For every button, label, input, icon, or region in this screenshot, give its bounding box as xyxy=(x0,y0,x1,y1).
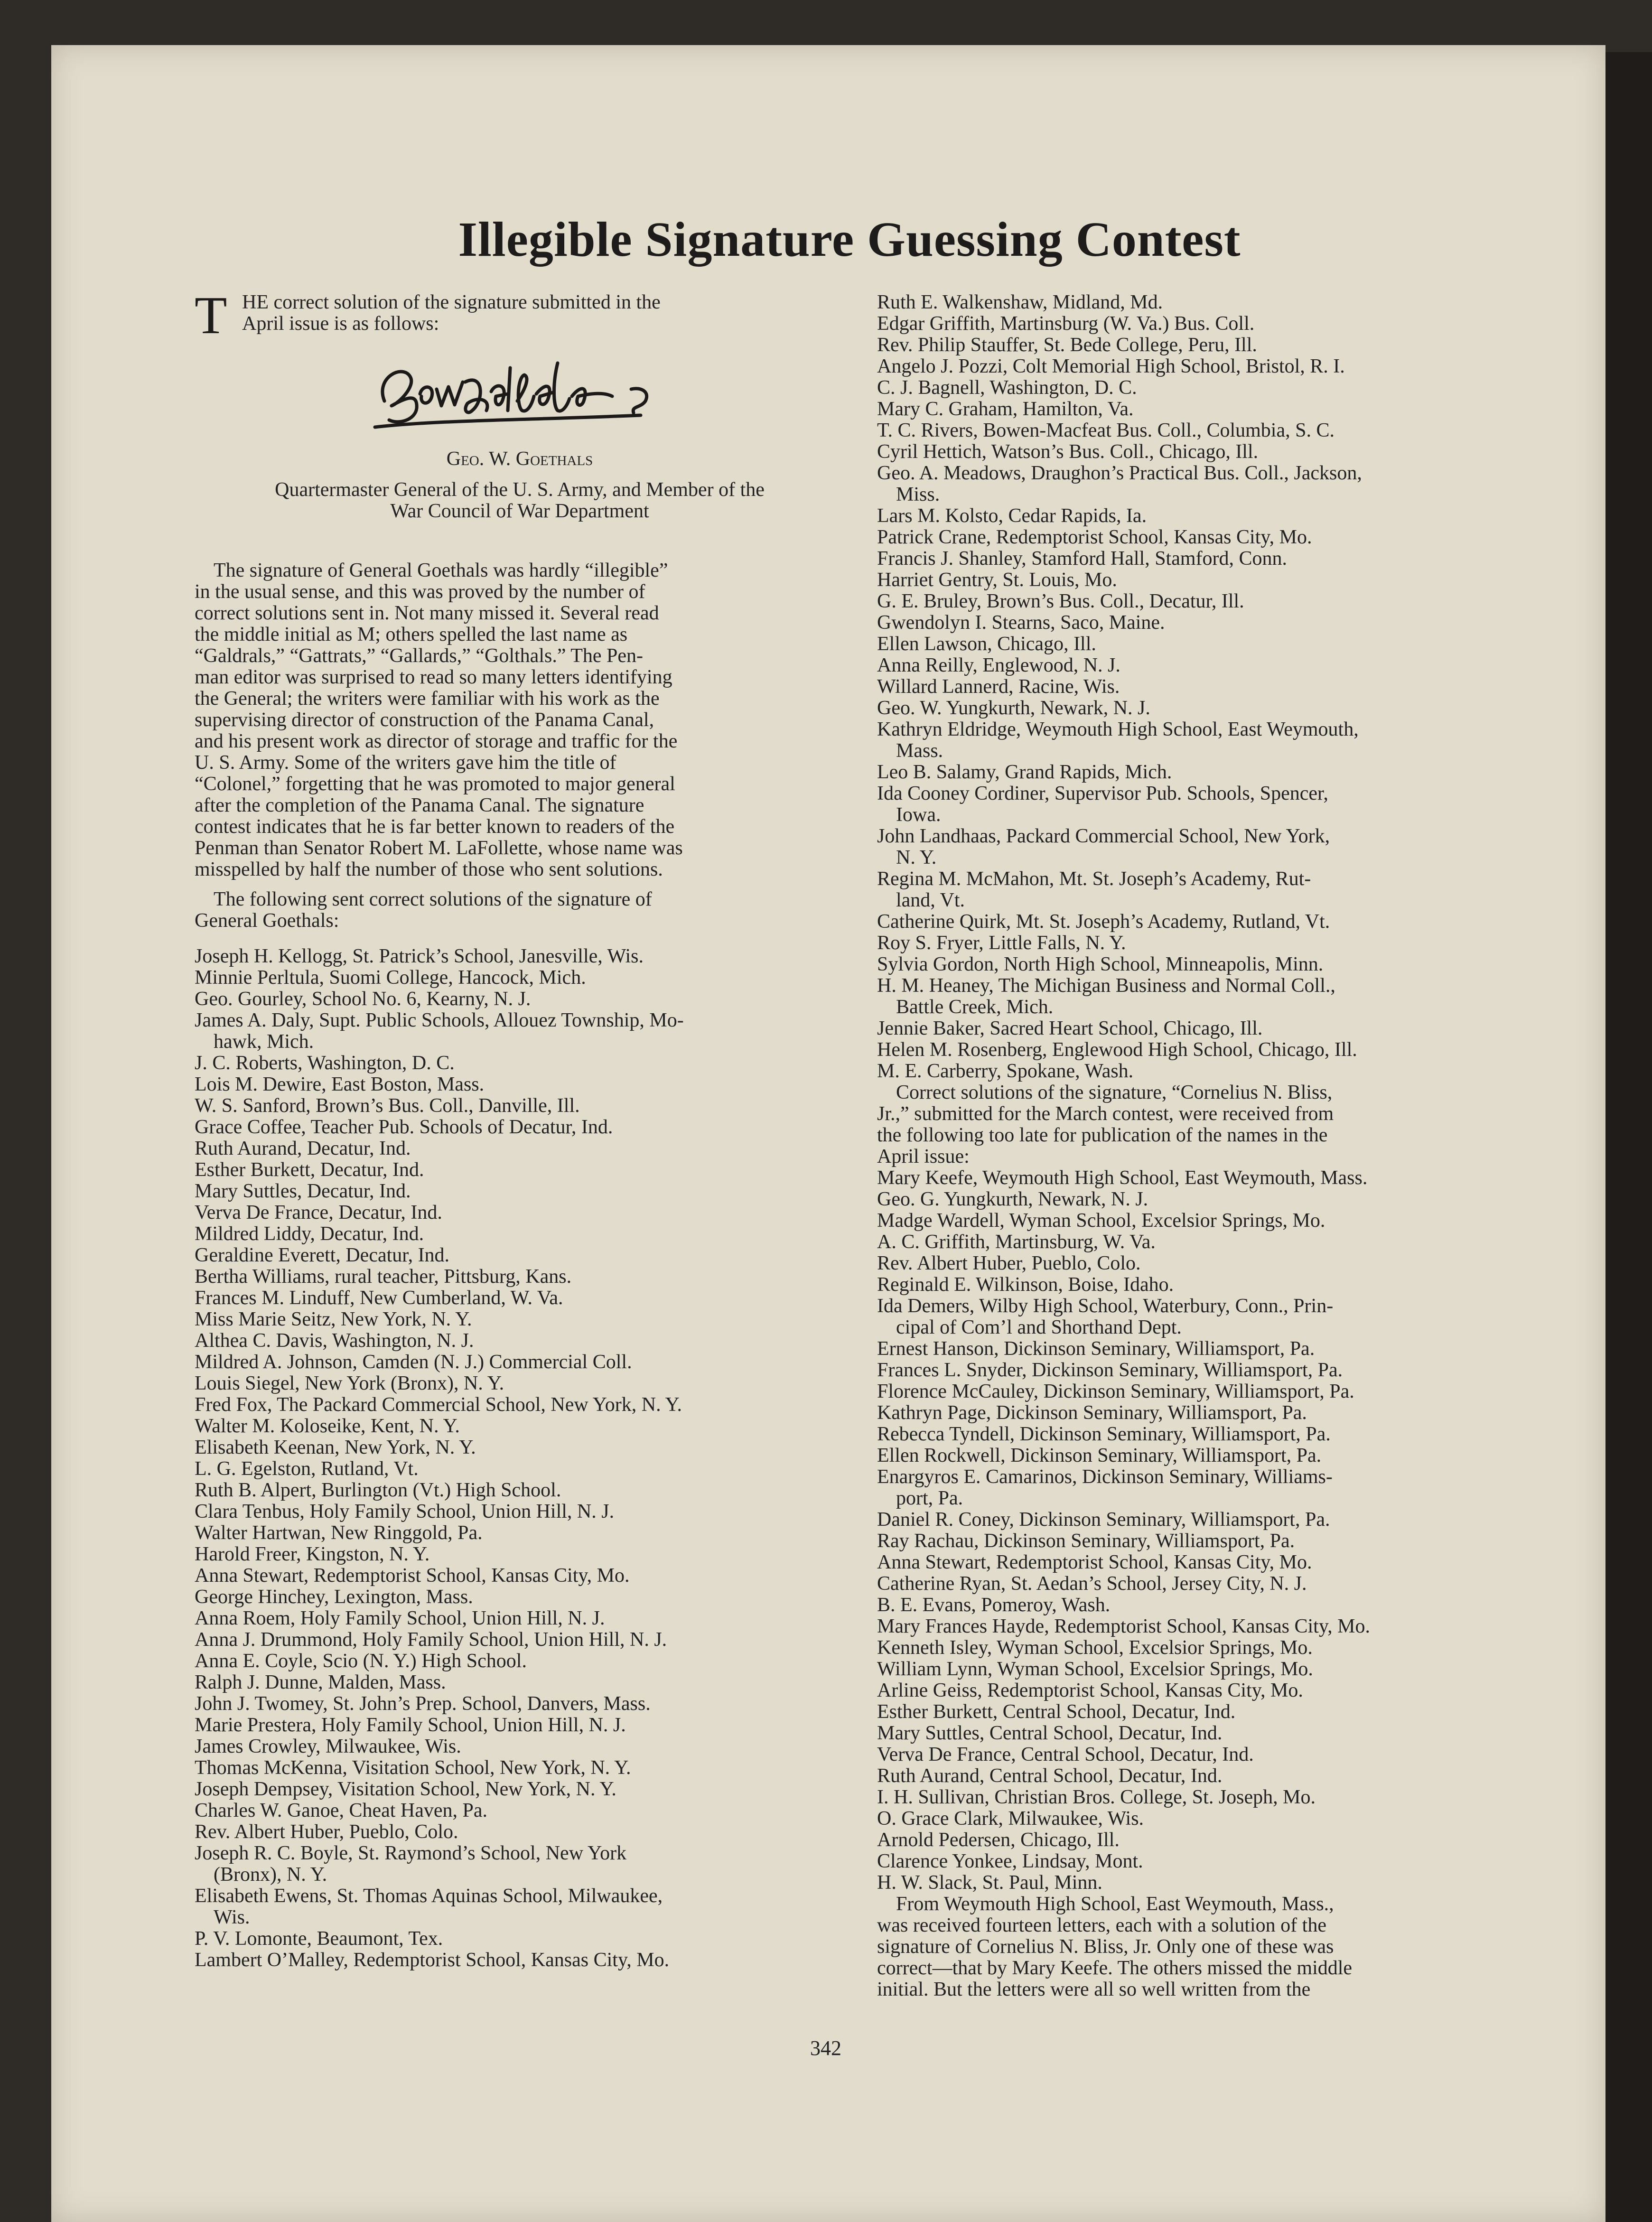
name-entry: Cyril Hettich, Watson’s Bus. Coll., Chicago, Ill. xyxy=(877,441,1259,463)
name-entry: Florence McCauley, Dickinson Seminary, Williamsport, Pa. xyxy=(877,1381,1354,1402)
paragraph-line: April issue: xyxy=(877,1146,970,1167)
name-entry: Anna Roem, Holy Family School, Union Hill, N. J. xyxy=(195,1608,605,1629)
name-entry: Francis J. Shanley, Stamford Hall, Stamford, Conn. xyxy=(877,548,1288,570)
paragraph-line: correct solutions sent in. Not many missed it. Several read xyxy=(195,603,659,624)
name-entry: G. E. Bruley, Brown’s Bus. Coll., Decatur, Ill. xyxy=(877,591,1244,612)
paragraph-line: The following sent correct solutions of the signature of xyxy=(214,889,652,910)
name-entry-continuation: Iowa. xyxy=(896,804,941,826)
name-entry: W. S. Sanford, Brown’s Bus. Coll., Danville, Ill. xyxy=(195,1095,580,1117)
name-entry: Catherine Ryan, St. Aedan’s School, Jersey City, N. J. xyxy=(877,1573,1307,1595)
name-entry: Geo. W. Yungkurth, Newark, N. J. xyxy=(877,698,1150,719)
name-entry: Grace Coffee, Teacher Pub. Schools of Decatur, Ind. xyxy=(195,1117,613,1138)
name-entry: Kenneth Isley, Wyman School, Excelsior Springs, Mo. xyxy=(877,1637,1313,1659)
paragraph-line: “Colonel,” forgetting that he was promoted to major general xyxy=(195,774,675,795)
signer-name: Geo. W. Goethals xyxy=(446,448,593,470)
paragraph-line: in the usual sense, and this was proved by the number of xyxy=(195,581,645,603)
right-paragraph xyxy=(877,1894,1511,2000)
book-edge xyxy=(1605,52,1652,2222)
name-entry: Joseph Dempsey, Visitation School, New York, N. Y. xyxy=(195,1779,616,1800)
paragraph-line: The signature of General Goethals was hardly “illegible” xyxy=(214,560,668,581)
name-entry-continuation: Miss. xyxy=(896,484,940,505)
name-entry: Marie Prestera, Holy Family School, Union Hill, N. J. xyxy=(195,1715,626,1736)
name-entry: Fred Fox, The Packard Commercial School, New York, N. Y. xyxy=(195,1394,682,1416)
name-entry-continuation: Battle Creek, Mich. xyxy=(896,997,1054,1018)
intro-line: April issue is as follows: xyxy=(242,313,439,335)
name-entry: Joseph R. C. Boyle, St. Raymond’s School, New York xyxy=(195,1843,627,1864)
name-entry: Anna Stewart, Redemptorist School, Kansas City, Mo. xyxy=(877,1552,1312,1573)
name-entry: Lars M. Kolsto, Cedar Rapids, Ia. xyxy=(877,505,1147,527)
left-column xyxy=(195,286,845,1971)
name-entry-continuation: (Bronx), N. Y. xyxy=(214,1864,327,1886)
paragraph-line: supervising director of construction of the Panama Canal, xyxy=(195,710,654,731)
name-entry: A. C. Griffith, Martinsburg, W. Va. xyxy=(877,1232,1156,1253)
name-entry: Lois M. Dewire, East Boston, Mass. xyxy=(195,1074,485,1095)
intro xyxy=(195,286,845,345)
name-entry: Mary Suttles, Decatur, Ind. xyxy=(195,1181,411,1202)
name-entry: Ruth E. Walkenshaw, Midland, Md. xyxy=(877,292,1163,313)
name-entry: Helen M. Rosenberg, Englewood High School, Chicago, Ill. xyxy=(877,1039,1357,1061)
paragraph-line: Penman than Senator Robert M. LaFollette, whose name was xyxy=(195,838,683,859)
paragraph-line: initial. But the letters were all so well written from the xyxy=(877,1979,1311,2000)
paragraph-line: Correct solutions of the signature, “Cornelius N. Bliss, xyxy=(896,1082,1333,1103)
name-entry: James A. Daly, Supt. Public Schools, Allouez Township, Mo- xyxy=(195,1010,684,1031)
names-list xyxy=(877,292,1511,1082)
name-entry: Madge Wardell, Wyman School, Excelsior Springs, Mo. xyxy=(877,1210,1325,1232)
name-entry: Elisabeth Keenan, New York, N. Y. xyxy=(195,1437,476,1458)
right-paragraph xyxy=(877,1082,1511,1167)
name-entry: Minnie Perltula, Suomi College, Hancock, Mich. xyxy=(195,967,586,989)
name-entry: Ernest Hanson, Dickinson Seminary, Williamsport, Pa. xyxy=(877,1338,1315,1360)
paragraph-line: Jr.,” submitted for the March contest, were received from xyxy=(877,1103,1334,1125)
paragraph-line: the middle initial as M; others spelled the last name as xyxy=(195,624,628,645)
name-entry-continuation: land, Vt. xyxy=(896,890,965,911)
name-entry: Rebecca Tyndell, Dickinson Seminary, Williamsport, Pa. xyxy=(877,1424,1331,1445)
name-entry: Geo. Gourley, School No. 6, Kearny, N. J. xyxy=(195,989,531,1010)
name-entry-continuation: hawk, Mich. xyxy=(214,1031,314,1053)
name-entry: Daniel R. Coney, Dickinson Seminary, Williamsport, Pa. xyxy=(877,1509,1330,1531)
name-entry: Rev. Philip Stauffer, St. Bede College, Peru, Ill. xyxy=(877,335,1257,356)
name-entry: Joseph H. Kellogg, St. Patrick’s School, Janesville, Wis. xyxy=(195,946,644,967)
name-entry: John J. Twomey, St. John’s Prep. School, Danvers, Mass. xyxy=(195,1693,651,1715)
name-entry: Roy S. Fryer, Little Falls, N. Y. xyxy=(877,933,1126,954)
name-entry: Walter Hartwan, New Ringgold, Pa. xyxy=(195,1522,483,1544)
name-entry: Thomas McKenna, Visitation School, New York, N. Y. xyxy=(195,1757,631,1779)
name-entry: Louis Siegel, New York (Bronx), N. Y. xyxy=(195,1373,504,1394)
paragraph-line: General Goethals: xyxy=(195,910,339,932)
name-entry: George Hinchey, Lexington, Mass. xyxy=(195,1587,473,1608)
name-entry: Geraldine Everett, Decatur, Ind. xyxy=(195,1245,450,1266)
name-entry: Kathryn Page, Dickinson Seminary, Williamsport, Pa. xyxy=(877,1402,1307,1424)
name-entry: Esther Burkett, Decatur, Ind. xyxy=(195,1159,424,1181)
name-entry: Esther Burkett, Central School, Decatur, Ind. xyxy=(877,1701,1236,1723)
paragraph-line: the following too late for publication of the names in the xyxy=(877,1125,1328,1146)
name-entry-continuation: port, Pa. xyxy=(896,1488,963,1509)
paragraph-line: From Weymouth High School, East Weymouth, Mass., xyxy=(896,1894,1334,1915)
name-entry: Bertha Williams, rural teacher, Pittsburg, Kans. xyxy=(195,1266,572,1288)
name-entry: J. C. Roberts, Washington, D. C. xyxy=(195,1053,455,1074)
name-entry: Clara Tenbus, Holy Family School, Union Hill, N. J. xyxy=(195,1501,615,1522)
name-entry: John Landhaas, Packard Commercial School, New York, xyxy=(877,826,1330,847)
name-entry: Verva De France, Decatur, Ind. xyxy=(195,1202,442,1223)
name-entry: Geo. A. Meadows, Draughon’s Practical Bus. Coll., Jackson, xyxy=(877,463,1362,484)
name-entry: M. E. Carberry, Spokane, Wash. xyxy=(877,1061,1134,1082)
left-paragraph xyxy=(195,889,845,932)
name-entry: Anna E. Coyle, Scio (N. Y.) High School. xyxy=(195,1651,527,1672)
name-entry: Reginald E. Wilkinson, Boise, Idaho. xyxy=(877,1274,1174,1296)
name-entry: Frances L. Snyder, Dickinson Seminary, Williamsport, Pa. xyxy=(877,1360,1343,1381)
name-entry: Clarence Yonkee, Lindsay, Mont. xyxy=(877,1851,1143,1872)
paragraph-line: contest indicates that he is far better known to readers of the xyxy=(195,816,675,838)
name-entry: Sylvia Gordon, North High School, Minneapolis, Minn. xyxy=(877,954,1324,975)
name-entry: Patrick Crane, Redemptorist School, Kansas City, Mo. xyxy=(877,527,1312,548)
name-entry-continuation: Mass. xyxy=(896,740,943,762)
name-entry: Ida Cooney Cordiner, Supervisor Pub. Schools, Spencer, xyxy=(877,783,1328,804)
name-entry: Anna J. Drummond, Holy Family School, Union Hill, N. J. xyxy=(195,1629,667,1651)
name-entry: Ray Rachau, Dickinson Seminary, Williamsport, Pa. xyxy=(877,1531,1295,1552)
name-entry: Catherine Quirk, Mt. St. Joseph’s Academy, Rutland, Vt. xyxy=(877,911,1330,933)
name-entry-continuation: Wis. xyxy=(214,1907,250,1928)
paragraph-line: “Galdrals,” “Gattrats,” “Gallards,” “Golthals.” The Pen- xyxy=(195,645,643,667)
name-entry: Rev. Albert Huber, Pueblo, Colo. xyxy=(195,1821,458,1843)
paragraph-line: was received fourteen letters, each with a solution of the xyxy=(877,1915,1326,1936)
name-entry: T. C. Rivers, Bowen-Macfeat Bus. Coll., Columbia, S. C. xyxy=(877,420,1335,441)
intro-line: HE correct solution of the signature submitted in the xyxy=(242,291,661,313)
left-paragraph xyxy=(195,560,845,880)
name-entry: Regina M. McMahon, Mt. St. Joseph’s Academy, Rut- xyxy=(877,868,1311,890)
name-entry: Mary Frances Hayde, Redemptorist School, Kansas City, Mo. xyxy=(877,1616,1370,1637)
name-entry: Leo B. Salamy, Grand Rapids, Mich. xyxy=(877,762,1172,783)
name-entry: Rev. Albert Huber, Pueblo, Colo. xyxy=(877,1253,1141,1274)
name-entry: Mary Keefe, Weymouth High School, East Weymouth, Mass. xyxy=(877,1167,1368,1189)
name-entry: Miss Marie Seitz, New York, N. Y. xyxy=(195,1309,472,1330)
paragraph-line: U. S. Army. Some of the writers gave him the title of xyxy=(195,752,616,774)
article-title: Illegible Signature Guessing Contest xyxy=(458,212,1241,267)
name-entry-continuation: cipal of Com’l and Shorthand Dept. xyxy=(896,1317,1182,1338)
name-entry: Edgar Griffith, Martinsburg (W. Va.) Bus. Coll. xyxy=(877,313,1255,335)
name-entry: William Lynn, Wyman School, Excelsior Springs, Mo. xyxy=(877,1659,1313,1680)
names-list xyxy=(195,946,845,1971)
signer-role: Quartermaster General of the U. S. Army, and Member of the xyxy=(275,479,765,501)
name-entry: Mildred Liddy, Decatur, Ind. xyxy=(195,1223,424,1245)
name-entry: L. G. Egelston, Rutland, Vt. xyxy=(195,1458,419,1480)
name-entry: Elisabeth Ewens, St. Thomas Aquinas School, Milwaukee, xyxy=(195,1886,663,1907)
name-entry: O. Grace Clark, Milwaukee, Wis. xyxy=(877,1808,1144,1830)
name-entry: Enargyros E. Camarinos, Dickinson Seminary, Williams- xyxy=(877,1466,1333,1488)
name-entry: Ralph J. Dunne, Malden, Mass. xyxy=(195,1672,446,1693)
name-entry: Arnold Pedersen, Chicago, Ill. xyxy=(877,1830,1120,1851)
name-entry: C. J. Bagnell, Washington, D. C. xyxy=(877,377,1137,399)
name-entry: Charles W. Ganoe, Cheat Haven, Pa. xyxy=(195,1800,488,1821)
name-entry: Walter M. Koloseike, Kent, N. Y. xyxy=(195,1416,460,1437)
name-entry: Gwendolyn I. Stearns, Saco, Maine. xyxy=(877,612,1165,634)
name-entry: Lambert O’Malley, Redemptorist School, Kansas City, Mo. xyxy=(195,1950,670,1971)
name-entry: Anna Stewart, Redemptorist School, Kansas City, Mo. xyxy=(195,1565,630,1587)
name-entry: P. V. Lomonte, Beaumont, Tex. xyxy=(195,1928,443,1950)
paragraph-line: and his present work as director of storage and traffic for the xyxy=(195,731,678,752)
name-entry: H. W. Slack, St. Paul, Minn. xyxy=(877,1872,1102,1894)
name-entry: Ruth Aurand, Decatur, Ind. xyxy=(195,1138,411,1159)
names-list xyxy=(877,1167,1511,1894)
name-entry: Kathryn Eldridge, Weymouth High School, East Weymouth, xyxy=(877,719,1359,740)
signature-image xyxy=(195,349,845,444)
name-entry: Ruth B. Alpert, Burlington (Vt.) High School. xyxy=(195,1480,561,1501)
name-entry: Anna Reilly, Englewood, N. J. xyxy=(877,655,1120,676)
name-entry: Althea C. Davis, Washington, N. J. xyxy=(195,1330,474,1352)
paragraph-line: after the completion of the Panama Canal. The signature xyxy=(195,795,644,816)
name-entry: Mary C. Graham, Hamilton, Va. xyxy=(877,399,1134,420)
name-entry: Ellen Rockwell, Dickinson Seminary, Williamsport, Pa. xyxy=(877,1445,1322,1466)
signer-role: War Council of War Department xyxy=(390,500,649,522)
paragraph-line: the General; the writers were familiar with his work as the xyxy=(195,688,660,710)
name-entry: Mildred A. Johnson, Camden (N. J.) Commercial Coll. xyxy=(195,1352,632,1373)
name-entry: I. H. Sullivan, Christian Bros. College, St. Joseph, Mo. xyxy=(877,1787,1316,1808)
name-entry: Harold Freer, Kingston, N. Y. xyxy=(195,1544,430,1565)
name-entry: Ellen Lawson, Chicago, Ill. xyxy=(877,634,1096,655)
name-entry: Jennie Baker, Sacred Heart School, Chicago, Ill. xyxy=(877,1018,1263,1039)
right-column xyxy=(877,292,1511,2000)
name-entry: Mary Suttles, Central School, Decatur, Ind. xyxy=(877,1723,1223,1744)
paragraph-line: misspelled by half the number of those who sent solutions. xyxy=(195,859,663,880)
name-entry: Verva De France, Central School, Decatur, Ind. xyxy=(877,1744,1254,1765)
name-entry: Frances M. Linduff, New Cumberland, W. Va. xyxy=(195,1288,563,1309)
drop-cap: T xyxy=(195,286,227,345)
name-entry: B. E. Evans, Pomeroy, Wash. xyxy=(877,1595,1111,1616)
goethals-signature xyxy=(365,349,660,439)
paragraph-line: signature of Cornelius N. Bliss, Jr. Only one of these was xyxy=(877,1936,1334,1958)
page-number: 342 xyxy=(810,2036,841,2060)
paragraph-line: correct—that by Mary Keefe. The others missed the middle xyxy=(877,1958,1353,1979)
name-entry: Angelo J. Pozzi, Colt Memorial High School, Bristol, R. I. xyxy=(877,356,1345,377)
name-entry: Ida Demers, Wilby High School, Waterbury, Conn., Prin- xyxy=(877,1296,1334,1317)
name-entry: Arline Geiss, Redemptorist School, Kansas City, Mo. xyxy=(877,1680,1303,1701)
name-entry: Ruth Aurand, Central School, Decatur, Ind. xyxy=(877,1765,1223,1787)
paragraph-line: man editor was surprised to read so many letters identifying xyxy=(195,667,672,688)
name-entry: Willard Lannerd, Racine, Wis. xyxy=(877,676,1120,698)
name-entry: Harriet Gentry, St. Louis, Mo. xyxy=(877,570,1117,591)
name-entry: H. M. Heaney, The Michigan Business and Normal Coll., xyxy=(877,975,1335,997)
name-entry: Geo. G. Yungkurth, Newark, N. J. xyxy=(877,1189,1148,1210)
name-entry: James Crowley, Milwaukee, Wis. xyxy=(195,1736,461,1757)
name-entry-continuation: N. Y. xyxy=(896,847,937,868)
